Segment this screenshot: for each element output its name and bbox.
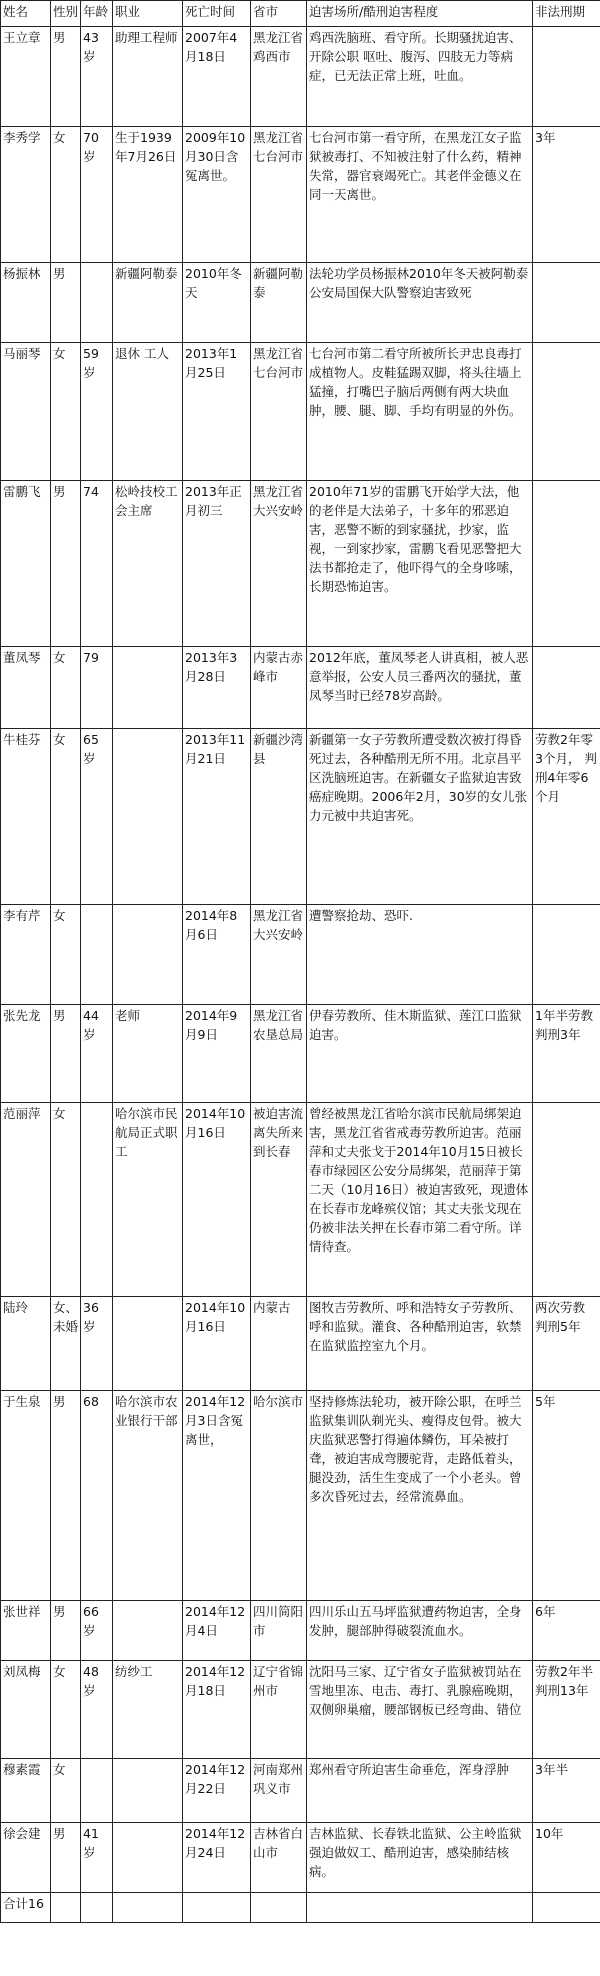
cell-death-date: 2014年10月16日 bbox=[183, 1103, 251, 1297]
table-row bbox=[1, 127, 600, 263]
table-row bbox=[1, 1601, 600, 1661]
cell-occupation bbox=[113, 1823, 183, 1893]
cell-persecution-detail: 遭警察抢劫、恐吓. bbox=[307, 905, 533, 1005]
cell-province-city: 内蒙古 bbox=[251, 1297, 307, 1391]
cell-name: 张先龙 bbox=[1, 1005, 51, 1103]
cell-sentence: 6年 bbox=[533, 1601, 600, 1661]
cell-death-date: 2013年3月28日 bbox=[183, 647, 251, 729]
cell-name: 穆素霞 bbox=[1, 1759, 51, 1823]
cell-name: 杨振林 bbox=[1, 263, 51, 343]
empty-cell bbox=[533, 1893, 600, 1923]
table-row bbox=[1, 1661, 600, 1759]
cell-age: 43岁 bbox=[81, 27, 113, 127]
cell-gender: 女 bbox=[51, 343, 81, 481]
cell-persecution-detail: 坚持修炼法轮功，被开除公职，在呼兰监狱集训队剃光头、瘦得皮包骨。被大庆监狱恶警打得遍体鳞伤，耳朵被打聋，被迫害成弯腰驼背，走路低着头，腿没劲，活生生变成了一个小老头。曾多次昏死过去，经常流鼻血。 bbox=[307, 1391, 533, 1601]
table-row bbox=[1, 905, 600, 1005]
header-occupation: 职业 bbox=[113, 1, 183, 27]
cell-age: 41岁 bbox=[81, 1823, 113, 1893]
cell-province-city: 四川简阳市 bbox=[251, 1601, 307, 1661]
cell-gender: 男 bbox=[51, 1005, 81, 1103]
cell-gender: 男 bbox=[51, 481, 81, 647]
cell-persecution-detail: 鸡西洗脑班、看守所。长期骚扰迫害、开除公职 呕吐、腹泻、四肢无力等病症，已无法正常上班，吐血。 bbox=[307, 27, 533, 127]
cell-age bbox=[81, 1759, 113, 1823]
cell-province-city: 内蒙古赤峰市 bbox=[251, 647, 307, 729]
table-row bbox=[1, 647, 600, 729]
cell-sentence: 两次劳教 判刑5年 bbox=[533, 1297, 600, 1391]
cell-province-city: 哈尔滨市 bbox=[251, 1391, 307, 1601]
cell-sentence: 3年半 bbox=[533, 1759, 600, 1823]
cell-province-city: 新疆阿勒泰 bbox=[251, 263, 307, 343]
cell-death-date: 2014年12月18日 bbox=[183, 1661, 251, 1759]
cell-sentence bbox=[533, 905, 600, 1005]
cell-sentence bbox=[533, 343, 600, 481]
cell-gender: 女 bbox=[51, 1103, 81, 1297]
table-row bbox=[1, 1103, 600, 1297]
cell-occupation bbox=[113, 729, 183, 905]
cell-age: 74 bbox=[81, 481, 113, 647]
cell-death-date: 2013年11月21日 bbox=[183, 729, 251, 905]
cell-occupation bbox=[113, 905, 183, 1005]
header-death-date: 死亡时间 bbox=[183, 1, 251, 27]
cell-age: 70岁 bbox=[81, 127, 113, 263]
table-row bbox=[1, 1823, 600, 1893]
cell-age: 79 bbox=[81, 647, 113, 729]
cell-gender: 男 bbox=[51, 263, 81, 343]
cell-name: 范丽萍 bbox=[1, 1103, 51, 1297]
header-gender: 性别 bbox=[51, 1, 81, 27]
cell-province-city: 新疆沙湾县 bbox=[251, 729, 307, 905]
cell-name: 王立章 bbox=[1, 27, 51, 127]
cell-occupation: 哈尔滨市民航局正式职工 bbox=[113, 1103, 183, 1297]
table-row bbox=[1, 343, 600, 481]
table-row bbox=[1, 1297, 600, 1391]
cell-name: 董凤琴 bbox=[1, 647, 51, 729]
cell-persecution-detail: 2012年底，董凤琴老人讲真相，被人恶意举报，公安人员三番两次的骚扰，董凤琴当时已经78岁高龄。 bbox=[307, 647, 533, 729]
cell-death-date: 2007年4月18日 bbox=[183, 27, 251, 127]
cell-sentence bbox=[533, 1103, 600, 1297]
cell-province-city: 河南郑州巩义市 bbox=[251, 1759, 307, 1823]
cell-province-city: 黑龙江省农垦总局 bbox=[251, 1005, 307, 1103]
header-sentence: 非法刑期 bbox=[533, 1, 600, 27]
cell-sentence: 劳教2年零3个月， 判刑4年零6个月 bbox=[533, 729, 600, 905]
cell-name: 马丽琴 bbox=[1, 343, 51, 481]
cell-province-city: 被迫害流离失所来到长春 bbox=[251, 1103, 307, 1297]
empty-cell bbox=[113, 1893, 183, 1923]
cell-death-date: 2014年12月4日 bbox=[183, 1601, 251, 1661]
cell-province-city: 辽宁省锦州市 bbox=[251, 1661, 307, 1759]
empty-cell bbox=[251, 1893, 307, 1923]
cell-age: 59岁 bbox=[81, 343, 113, 481]
cell-occupation: 松岭技校工会主席 bbox=[113, 481, 183, 647]
empty-cell bbox=[81, 1893, 113, 1923]
cell-age: 66岁 bbox=[81, 1601, 113, 1661]
cell-persecution-detail: 2010年71岁的雷鹏飞开始学大法，他的老伴是大法弟子，十多年的邪恶迫害，恶警不断的到家骚扰，抄家，监视，一到家抄家，雷鹏飞看见恶警把大法书都抢走了，他吓得气的全身哆嗦，长期恐怖迫害。 bbox=[307, 481, 533, 647]
cell-age bbox=[81, 263, 113, 343]
cell-name: 刘凤梅 bbox=[1, 1661, 51, 1759]
cell-gender: 女、未婚 bbox=[51, 1297, 81, 1391]
cell-name: 徐会建 bbox=[1, 1823, 51, 1893]
cell-occupation: 纺纱工 bbox=[113, 1661, 183, 1759]
cell-age bbox=[81, 1103, 113, 1297]
cell-sentence bbox=[533, 647, 600, 729]
cell-province-city: 黑龙江省鸡西市 bbox=[251, 27, 307, 127]
cell-persecution-detail: 吉林监狱、长春铁北监狱、公主岭监狱强迫做奴工、酷刑迫害，感染肺结核病。 bbox=[307, 1823, 533, 1893]
cell-occupation bbox=[113, 1601, 183, 1661]
table-row bbox=[1, 27, 600, 127]
cell-province-city: 吉林省白山市 bbox=[251, 1823, 307, 1893]
cell-death-date: 2014年12月24日 bbox=[183, 1823, 251, 1893]
cell-persecution-detail: 伊春劳教所、佳木斯监狱、莲江口监狱迫害。 bbox=[307, 1005, 533, 1103]
table-row bbox=[1, 1005, 600, 1103]
cell-death-date: 2014年9月9日 bbox=[183, 1005, 251, 1103]
cell-sentence: 劳教2年半 判刑13年 bbox=[533, 1661, 600, 1759]
cell-persecution-detail: 七台河市第一看守所，在黑龙江女子监狱被毒打、不知被注射了什么药，精神失常，器官衰竭死亡。其老伴金德义在同一天离世。 bbox=[307, 127, 533, 263]
empty-cell bbox=[307, 1893, 533, 1923]
cell-age: 36岁 bbox=[81, 1297, 113, 1391]
cell-sentence: 1年半劳教 判刑3年 bbox=[533, 1005, 600, 1103]
header-name: 姓名 bbox=[1, 1, 51, 27]
cell-sentence bbox=[533, 481, 600, 647]
empty-cell bbox=[183, 1893, 251, 1923]
table-row bbox=[1, 481, 600, 647]
total-count: 合计16 bbox=[1, 1893, 51, 1923]
cell-name: 李有芹 bbox=[1, 905, 51, 1005]
cell-death-date: 2014年12月3日含冤离世， bbox=[183, 1391, 251, 1601]
cell-persecution-detail: 新疆第一女子劳教所遭受数次被打得昏死过去，各种酷刑无所不用。北京昌平区洗脑班迫害。在新疆女子监狱迫害致癌症晚期。2006年2月，30岁的女儿张力元被中共迫害死。 bbox=[307, 729, 533, 905]
cell-gender: 女 bbox=[51, 1759, 81, 1823]
cell-occupation: 老师 bbox=[113, 1005, 183, 1103]
cell-occupation bbox=[113, 647, 183, 729]
cell-gender: 女 bbox=[51, 1661, 81, 1759]
cell-occupation: 生于1939年7月26日 bbox=[113, 127, 183, 263]
cell-gender: 女 bbox=[51, 729, 81, 905]
cell-gender: 男 bbox=[51, 1601, 81, 1661]
cell-gender: 男 bbox=[51, 27, 81, 127]
cell-gender: 女 bbox=[51, 647, 81, 729]
cell-persecution-detail: 郑州看守所迫害生命垂危，浑身浮肿 bbox=[307, 1759, 533, 1823]
cell-sentence bbox=[533, 27, 600, 127]
cell-gender: 男 bbox=[51, 1391, 81, 1601]
cell-gender: 女 bbox=[51, 127, 81, 263]
cell-persecution-detail: 七台河市第二看守所被所长尹忠良毒打成植物人。皮鞋猛踢双脚，将头往墙上猛撞，打嘴巴子脑后两侧有两大块血肿，腰、腿、脚、手均有明显的外伤。 bbox=[307, 343, 533, 481]
cell-sentence bbox=[533, 263, 600, 343]
cell-province-city: 黑龙江省大兴安岭 bbox=[251, 905, 307, 1005]
header-persecution-detail: 迫害场所/酷刑迫害程度 bbox=[307, 1, 533, 27]
cell-occupation bbox=[113, 1297, 183, 1391]
cell-age: 65岁 bbox=[81, 729, 113, 905]
header-province-city: 省市 bbox=[251, 1, 307, 27]
cell-death-date: 2010年冬天 bbox=[183, 263, 251, 343]
cell-death-date: 2014年8月6日 bbox=[183, 905, 251, 1005]
cell-name: 牛桂芬 bbox=[1, 729, 51, 905]
cell-death-date: 2009年10月30日含冤离世。 bbox=[183, 127, 251, 263]
cell-occupation: 新疆阿勒泰 bbox=[113, 263, 183, 343]
cell-persecution-detail: 曾经被黑龙江省哈尔滨市民航局绑架迫害，黑龙江省省戒毒劳教所迫害。范丽萍和丈夫张戈于2014年10月15日被长春市绿园区公安分局绑架，范丽萍于第二天（10月16日）被迫害致死，现遗体在长春市龙峰殡仪馆；其丈夫张戈现在仍被非法关押在长春市第二看守所。详情待查。 bbox=[307, 1103, 533, 1297]
header-row bbox=[1, 1, 600, 27]
cell-name: 陆玲 bbox=[1, 1297, 51, 1391]
table-row bbox=[1, 1391, 600, 1601]
cell-gender: 女 bbox=[51, 905, 81, 1005]
cell-province-city: 黑龙江省大兴安岭 bbox=[251, 481, 307, 647]
cell-name: 张世祥 bbox=[1, 1601, 51, 1661]
table-row bbox=[1, 263, 600, 343]
cell-death-date: 2013年1月25日 bbox=[183, 343, 251, 481]
total-row bbox=[1, 1893, 600, 1923]
cell-gender: 男 bbox=[51, 1823, 81, 1893]
cell-sentence: 10年 bbox=[533, 1823, 600, 1893]
cell-death-date: 2014年10月16日 bbox=[183, 1297, 251, 1391]
header-age: 年龄 bbox=[81, 1, 113, 27]
cell-sentence: 3年 bbox=[533, 127, 600, 263]
cell-name: 雷鹏飞 bbox=[1, 481, 51, 647]
cell-occupation: 哈尔滨市农业银行干部 bbox=[113, 1391, 183, 1601]
cell-occupation: 退休 工人 bbox=[113, 343, 183, 481]
cell-sentence: 5年 bbox=[533, 1391, 600, 1601]
cell-death-date: 2013年正月初三 bbox=[183, 481, 251, 647]
cell-persecution-detail: 法轮功学员杨振林2010年冬天被阿勒泰公安局国保大队警察迫害致死 bbox=[307, 263, 533, 343]
cell-age: 68 bbox=[81, 1391, 113, 1601]
table-row bbox=[1, 729, 600, 905]
cell-occupation: 助理工程师 bbox=[113, 27, 183, 127]
cell-persecution-detail: 图牧吉劳教所、呼和浩特女子劳教所、呼和监狱。灌食、各种酷刑迫害，软禁在监狱监控室九个月。 bbox=[307, 1297, 533, 1391]
empty-cell bbox=[51, 1893, 81, 1923]
cell-death-date: 2014年12月22日 bbox=[183, 1759, 251, 1823]
cell-age bbox=[81, 905, 113, 1005]
cell-name: 李秀学 bbox=[1, 127, 51, 263]
cell-name: 于生泉 bbox=[1, 1391, 51, 1601]
cell-persecution-detail: 沈阳马三家、辽宁省女子监狱被罚站在雪地里冻、电击、毒打、乳腺癌晚期，双侧卵巢瘤，腰部钢板已经弯曲、错位 bbox=[307, 1661, 533, 1759]
cell-occupation bbox=[113, 1759, 183, 1823]
cell-province-city: 黑龙江省七台河市 bbox=[251, 127, 307, 263]
table-row bbox=[1, 1759, 600, 1823]
table-body bbox=[1, 27, 600, 1923]
cell-persecution-detail: 四川乐山五马坪监狱遭药物迫害，全身发肿，腿部肿得破裂流血水。 bbox=[307, 1601, 533, 1661]
cell-province-city: 黑龙江省七台河市 bbox=[251, 343, 307, 481]
cell-age: 48岁 bbox=[81, 1661, 113, 1759]
cell-age: 44岁 bbox=[81, 1005, 113, 1103]
